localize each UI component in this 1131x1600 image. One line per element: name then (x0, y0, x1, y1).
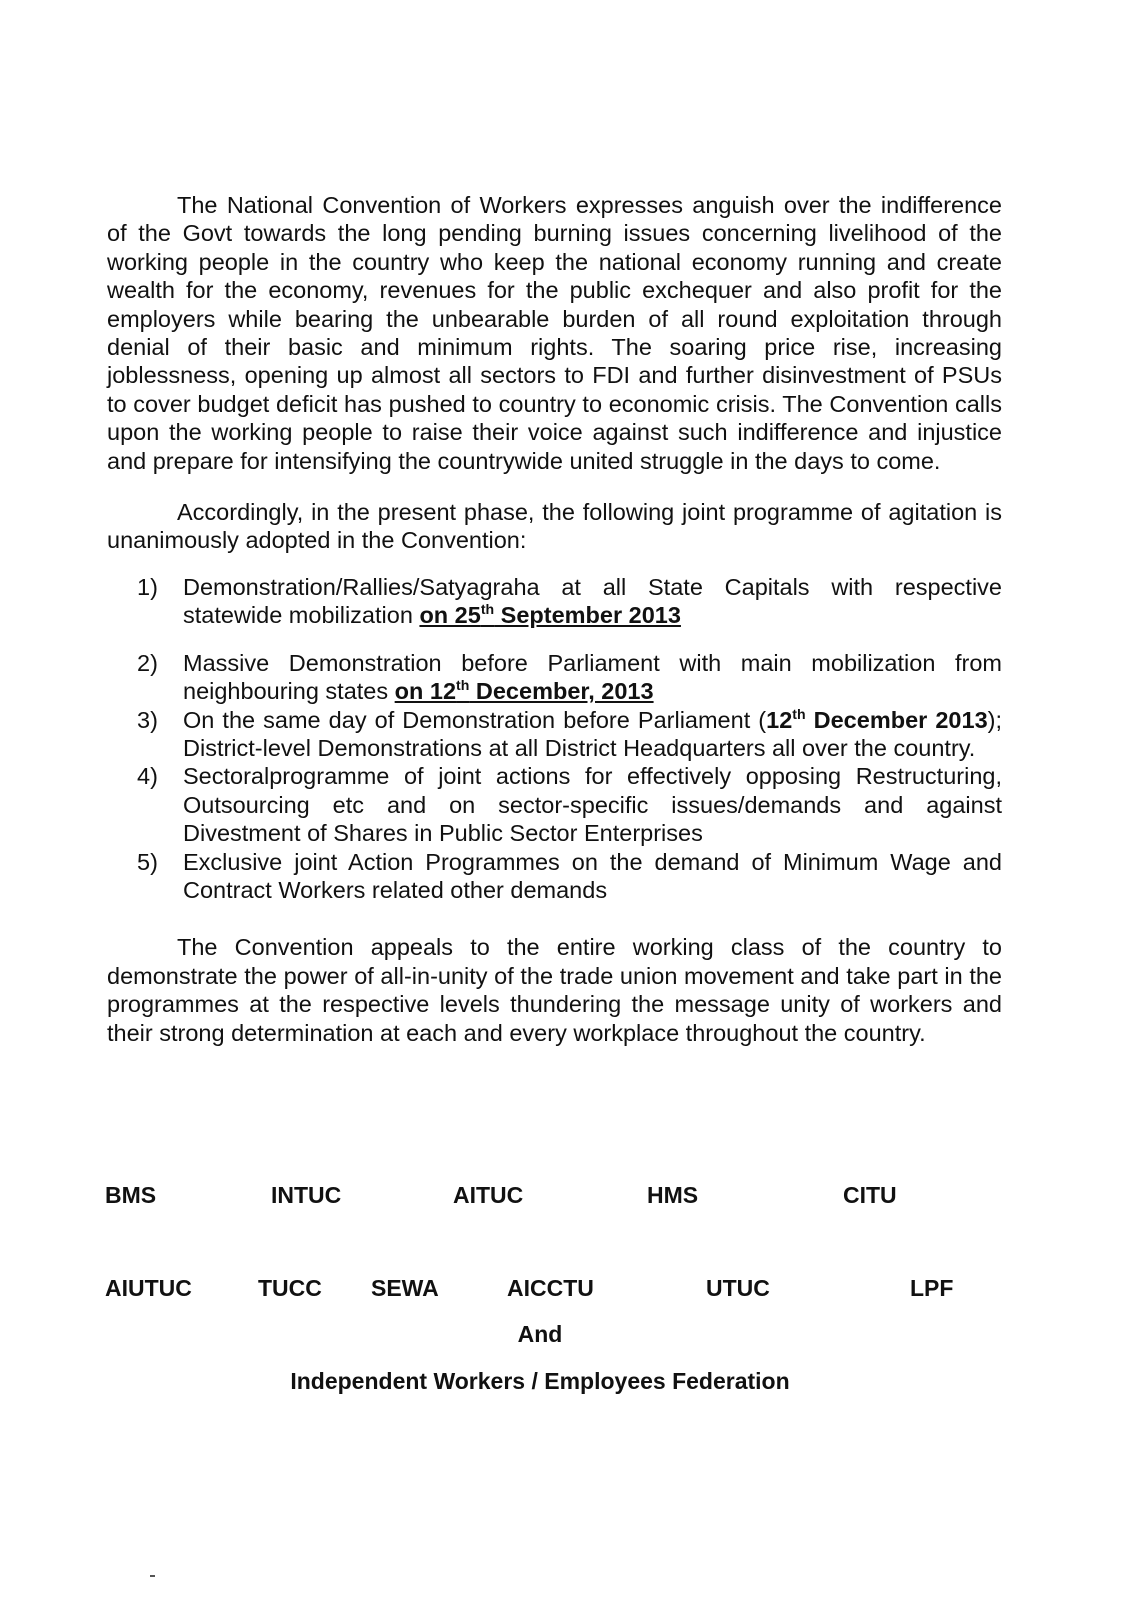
programme-item-text: On the same day of Demonstration before Parliament ( (183, 706, 767, 733)
paragraph-appeal: The Convention appeals to the entire working class of the country to demonstrate the power of all-in-unity of the trade union movement and take part in the programmes at the respective levels thundering the message unity of workers and their strong determination at each and every workplace throughout the country. (107, 934, 1002, 1046)
paragraph-convention-anguish: The National Convention of Workers expresses anguish over the indifference of the Govt towards the long pending burning issues concerning livelihood of the working people in the country who keep the national economy running and create wealth for the economy, revenues for the public exchequer and also profit for the employers while bearing the unbearable burden of all round exploitation through denial of their basic and minimum rights. The soaring price rise, increasing joblessness, opening up almost all sectors to FDI and further disinvestment of PSUs to cover budget deficit has pushed to country to economic crisis. The Convention calls upon the working people to raise their voice against such indifference and injustice and prepare for intensifying the countrywide united struggle in the days to come. (107, 192, 1002, 474)
programme-item-date: on 25th September 2013 (419, 601, 681, 629)
signatory-aicctu: AICCTU (507, 1275, 594, 1301)
signatory-aiutuc: AIUTUC (105, 1275, 192, 1301)
document-body (107, 191, 1002, 1047)
signatory-aituc: AITUC (453, 1182, 524, 1208)
programme-item-5 (107, 848, 1002, 905)
signatory-sewa: SEWA (371, 1275, 439, 1301)
programme-item-2 (107, 649, 1002, 706)
programme-item-number: 1) (137, 573, 158, 600)
paragraph-programme-intro: Accordingly, in the present phase, the following joint programme of agitation is unanimously adopted in the Convention: (107, 499, 1002, 554)
programme-item-date: on 12th December, 2013 (394, 676, 654, 705)
signatory-citu: CITU (843, 1182, 897, 1208)
programme-item-text: Exclusive joint Action Programmes on the demand of Minimum Wage and Contract Workers related other demands (183, 848, 1002, 903)
programme-list (107, 573, 1002, 904)
programme-item-number: 2) (137, 649, 158, 676)
signatory-federation: Independent Workers / Employees Federation (290, 1368, 790, 1394)
programme-item-number: 3) (137, 706, 158, 733)
signatory-tucc: TUCC (258, 1275, 322, 1301)
programme-item-number: 5) (137, 848, 158, 875)
signatory-hms: HMS (647, 1182, 699, 1208)
scan-speck (150, 1575, 155, 1577)
programme-item-text: Massive Demonstration before Parliament with main mobilization from neighbouring states (183, 649, 1002, 705)
programme-item-text: Sectoralprogramme of joint actions for effectively opposing Restructuring, Outsourcing etc and on sector-specific issues/demands and against Divestment of Shares in Public Sector Enterprises (183, 763, 1002, 847)
programme-item-date: 12th December 2013 (766, 705, 988, 733)
programme-item-number: 4) (137, 763, 158, 790)
signatory-utuc: UTUC (706, 1275, 770, 1301)
signatory-lpf: LPF (910, 1275, 954, 1301)
programme-item-text-continued: ); District-level Demonstrations at all District Headquarters all over the country. (183, 706, 1002, 761)
programme-item-4 (107, 762, 1002, 847)
programme-item-3 (107, 706, 1002, 763)
signatory-bms: BMS (105, 1182, 157, 1208)
programme-item-1 (107, 573, 1002, 630)
conjunction-and: And (517, 1321, 563, 1347)
programme-item-text: Demonstration/Rallies/Satyagraha at all State Capitals with respective statewide mobilization (183, 573, 1002, 629)
signatory-intuc: INTUC (271, 1182, 342, 1208)
